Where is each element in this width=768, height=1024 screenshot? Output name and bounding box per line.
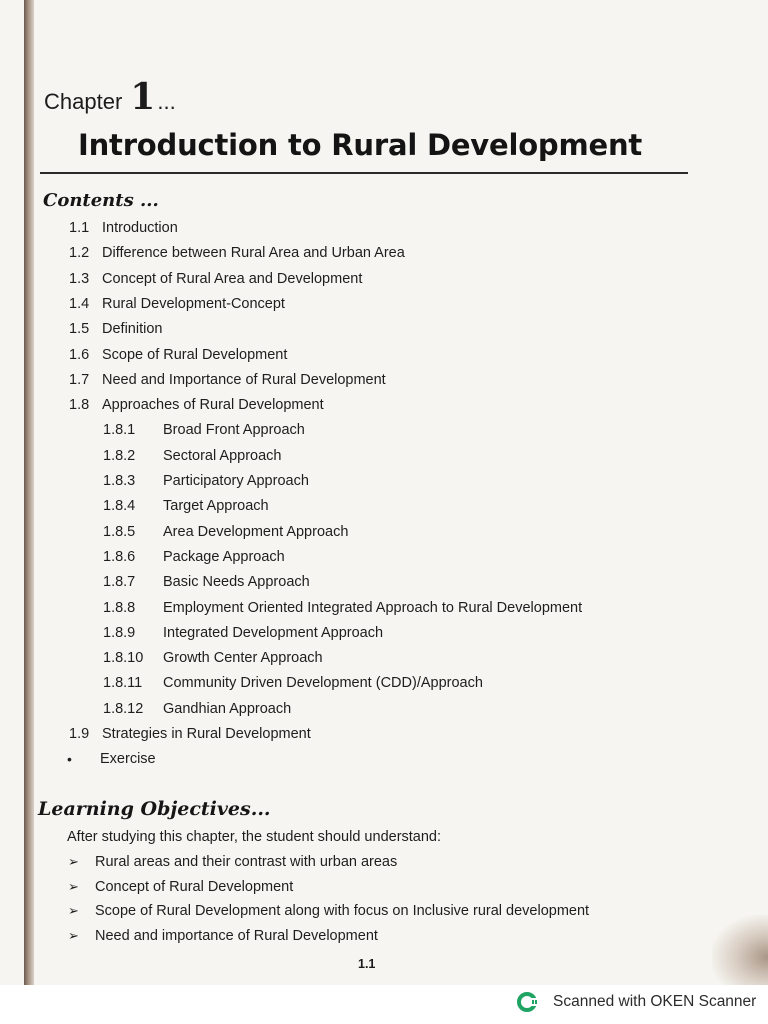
- toc-number: 1.8.11: [103, 675, 143, 692]
- toc-text: Target Approach: [163, 498, 269, 515]
- objective-item: [68, 903, 589, 919]
- toc-text: Broad Front Approach: [163, 422, 305, 439]
- toc-text: Need and Importance of Rural Development: [102, 371, 386, 388]
- toc-number: 1.8.2: [103, 447, 136, 464]
- toc-number: 1.8.4: [103, 498, 136, 515]
- chapter-word: Chapter: [44, 89, 123, 114]
- toc-text: Scope of Rural Development: [102, 346, 288, 363]
- chapter-label: [44, 76, 176, 118]
- toc-text: Concept of Rural Area and Development: [102, 270, 363, 287]
- toc-text: Definition: [102, 321, 163, 338]
- toc-number: 1.8.5: [103, 523, 136, 540]
- toc-text: Participatory Approach: [163, 473, 309, 489]
- oken-scanner-logo-icon: [517, 991, 539, 1013]
- toc-number: 1.2: [69, 245, 90, 262]
- toc-number: 1.8.7: [103, 574, 136, 591]
- toc-number: 1.8.10: [103, 650, 144, 667]
- toc-number: 1.8: [69, 397, 90, 414]
- title-underline: [40, 172, 688, 174]
- chapter-dots: ...: [157, 89, 176, 114]
- page-corner-shadow: [712, 915, 768, 985]
- toc-text: Difference between Rural Area and Urban Area: [102, 245, 405, 262]
- toc-text: Introduction: [102, 220, 178, 236]
- learning-objectives-intro: After studying this chapter, the student should understand:: [67, 829, 442, 845]
- toc-number: 1.8.9: [103, 624, 136, 641]
- objective-text: Scope of Rural Development along with focus on Inclusive rural development: [95, 903, 590, 919]
- arrow-bullet-icon: ➢: [68, 878, 79, 894]
- toc-text: Growth Center Approach: [163, 650, 323, 667]
- objective-text: Need and importance of Rural Development: [95, 927, 378, 944]
- toc-number: 1.1: [69, 220, 90, 236]
- chapter-number: 1: [130, 76, 156, 118]
- chapter-title: Introduction to Rural Development: [78, 128, 643, 162]
- toc-text: Employment Oriented Integrated Approach to Rural Development: [163, 599, 583, 616]
- toc-number: 1.4: [69, 295, 90, 312]
- scanner-watermark: [517, 991, 756, 1013]
- arrow-bullet-icon: ➢: [68, 903, 79, 918]
- toc-number: 1.6: [69, 346, 90, 363]
- objective-text: Rural areas and their contrast with urban areas: [95, 854, 398, 870]
- toc-text: Strategies in Rural Development: [102, 726, 311, 742]
- toc-text: Community Driven Development (CDD)/Approach: [163, 675, 483, 692]
- learning-objectives-heading: Learning Objectives...: [38, 798, 271, 820]
- toc-number: 1.9: [69, 726, 90, 742]
- page-binding-edge: [24, 0, 34, 985]
- toc-number: •: [67, 751, 72, 768]
- toc-text: Sectoral Approach: [163, 447, 282, 464]
- toc-number: 1.7: [69, 371, 90, 388]
- contents-heading: Contents ...: [43, 190, 159, 211]
- toc-number: 1.8.8: [103, 599, 136, 616]
- toc-number: 1.5: [69, 321, 90, 338]
- toc-text: Integrated Development Approach: [163, 624, 384, 641]
- objective-item: [68, 928, 378, 944]
- toc-text: Rural Development-Concept: [102, 295, 285, 312]
- toc-text: Area Development Approach: [163, 523, 349, 540]
- toc-number: 1.8.6: [103, 548, 136, 565]
- toc-text: Gandhian Approach: [163, 700, 292, 717]
- toc-text: Basic Needs Approach: [163, 574, 310, 591]
- toc-number: 1.3: [69, 270, 90, 287]
- scanner-text: Scanned with OKEN Scanner: [553, 993, 757, 1010]
- objective-item: [68, 854, 397, 870]
- toc-text: Package Approach: [163, 548, 285, 565]
- page-number: 1.1: [358, 957, 376, 971]
- arrow-bullet-icon: ➢: [68, 854, 79, 869]
- toc-number: 1.8.3: [103, 473, 136, 489]
- objective-item: [68, 879, 293, 895]
- arrow-bullet-icon: ➢: [68, 927, 79, 943]
- objective-text: Concept of Rural Development: [95, 878, 294, 895]
- toc-text: Approaches of Rural Development: [102, 397, 324, 414]
- toc-number: 1.8.12: [103, 700, 144, 717]
- toc-number: 1.8.1: [103, 422, 136, 439]
- toc-text: Exercise: [100, 751, 156, 768]
